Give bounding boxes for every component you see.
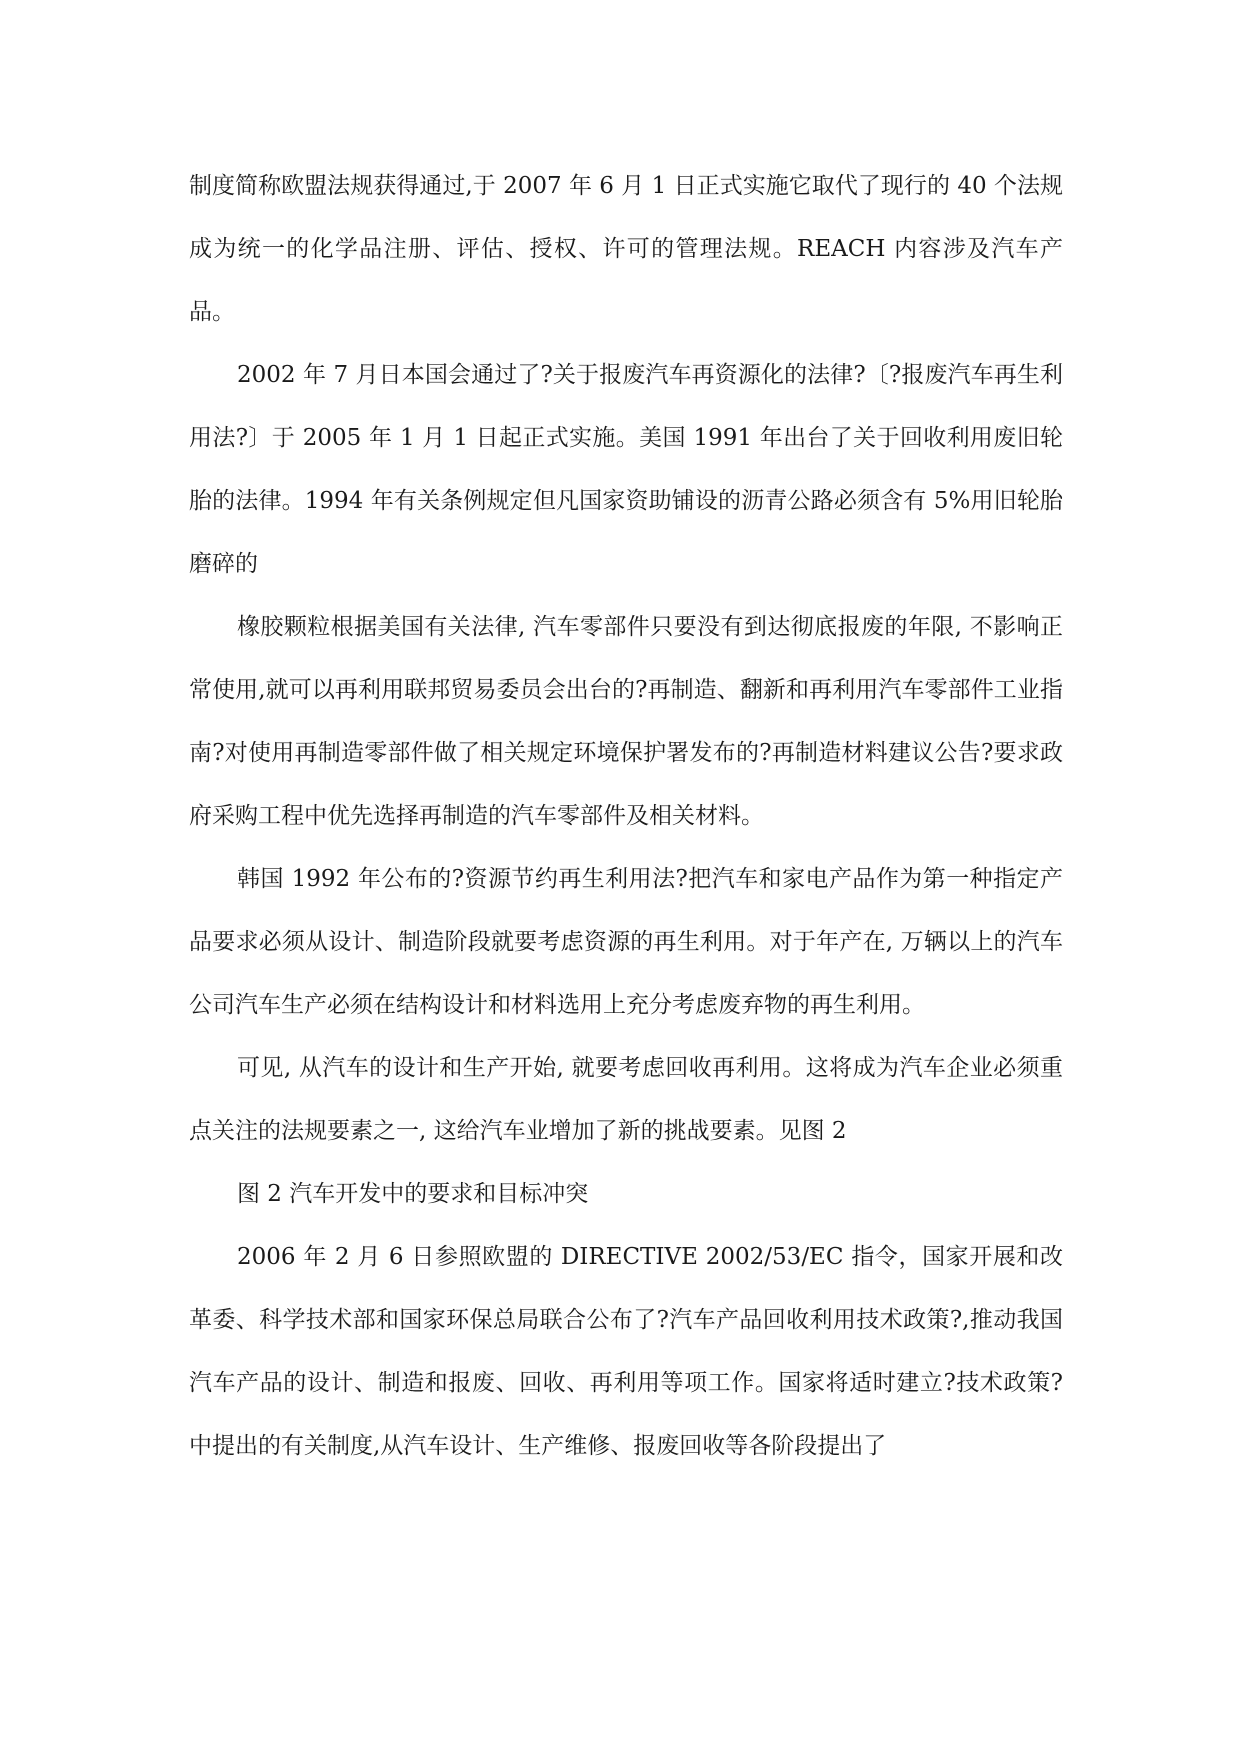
paragraph-4: 韩国 1992 年公布的?资源节约再生利用法?把汽车和家电产品作为第一种指定产品要求必须从设计、制造阶段就要考虑资源的再生利用。对于年产在, 万辆以上的汽车公司汽车生产必须在结构设计和材料选用上充分考虑废弃物的再生利用。 xyxy=(189,866,1063,1018)
paragraph-6: 2006 年 2 月 6 日参照欧盟的 DIRECTIVE 2002/53/EC 指令，国家开展和改革委、科学技术部和国家环保总局联合公布了?汽车产品回收利用技术政策?,推动我国汽车产品的设计、制造和报废、回收、再利用等项工作。国家将适时建立?技术政策?中提出的有关制度,从汽车设计、生产维修、报废回收等各阶段提出了 xyxy=(189,1244,1063,1459)
paragraph-5: 可见, 从汽车的设计和生产开始, 就要考虑回收再利用。这将成为汽车企业必须重点关注的法规要素之一, 这给汽车业增加了新的挑战要素。见图 2 xyxy=(189,1055,1063,1144)
paragraph-2: 2002 年 7 月日本国会通过了?关于报废汽车再资源化的法律?〔?报废汽车再生利用法?〕于 2005 年 1 月 1 日起正式实施。美国 1991 年出台了关于回收利用废旧轮胎的法律。1994 年有关条例规定但凡国家资助铺设的沥青公路必须含有 5%用旧轮胎磨碎的 xyxy=(189,362,1063,577)
document-body xyxy=(189,155,1063,1478)
paragraph-1: 制度简称欧盟法规获得通过,于 2007 年 6 月 1 日正式实施它取代了现行的 40 个法规成为统一的化学品注册、评估、授权、许可的管理法规。REACH 内容涉及汽车产品。 xyxy=(189,173,1063,325)
paragraph-3: 橡胶颗粒根据美国有关法律, 汽车零部件只要没有到达彻底报废的年限, 不影响正常使用,就可以再利用联邦贸易委员会出台的?再制造、翻新和再利用汽车零部件工业指南?对使用再制造零部件做了相关规定环境保护署发布的?再制造材料建议公告?要求政府采购工程中优先选择再制造的汽车零部件及相关材料。 xyxy=(189,614,1063,829)
figure-caption: 图 2 汽车开发中的要求和目标冲突 xyxy=(237,1181,589,1207)
